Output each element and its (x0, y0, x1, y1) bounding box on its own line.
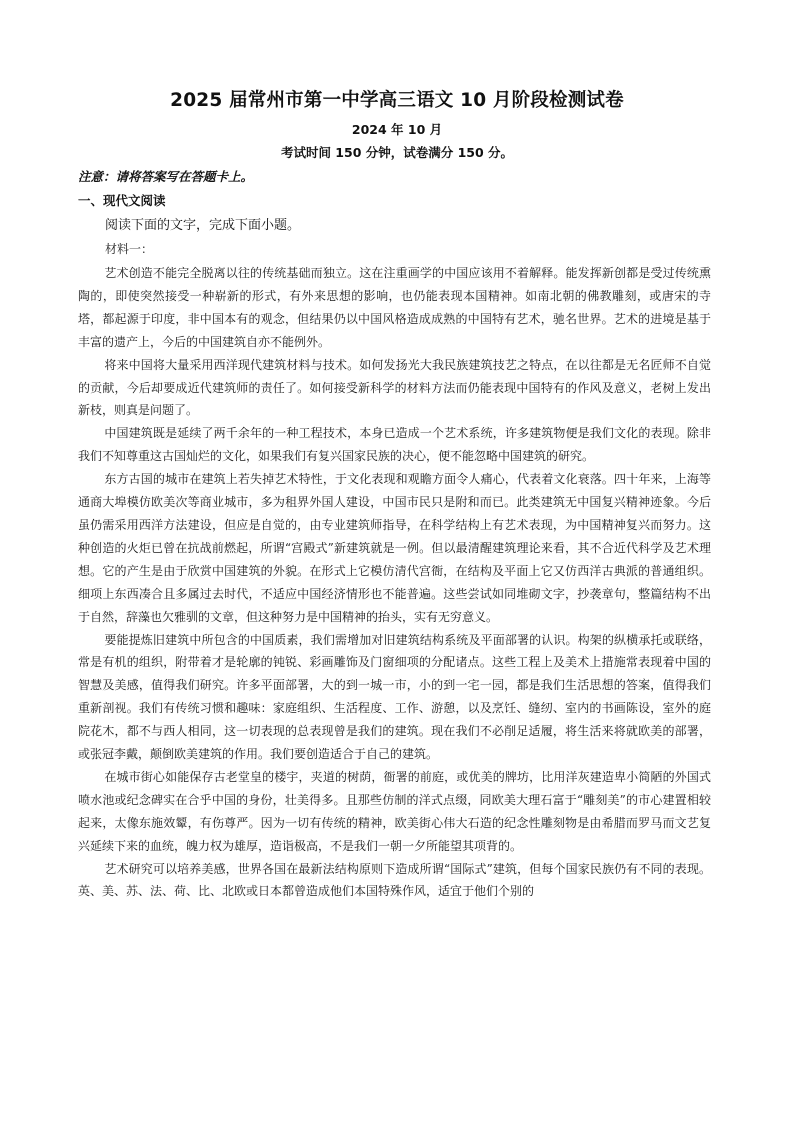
material-label: 材料一： (105, 242, 154, 256)
passage-paragraph: 中国建筑既是延续了两千余年的一种工程技术，本身已造成一个艺术系统，许多建筑物便是我们文化的表现。除非我们不知尊重这古国灿烂的文化，如果我们有复兴国家民族的决心，便不能忽略中国建筑的研究。 (78, 426, 711, 464)
section-heading: 一、现代文阅读 (78, 193, 166, 208)
exam-duration-info: 考试时间 150 分钟，试卷满分 150 分。 (280, 145, 514, 160)
passage-paragraph: 在城市街心如能保存古老堂皇的楼宇，夹道的树荫，衙署的前庭，或优美的牌坊，比用洋灰建造卑小简陋的外国式喷水池或纪念碑实在合乎中国的身份，壮美得多。且那些仿制的洋式点缀，同欧美大理石富于“雕刻美”的市心建置相较起来，太像东施效颦，有伤尊严。因为一切有传统的精神，欧美街心伟大石造的纪念性雕刻物是由希腊而罗马而文艺复兴延续下来的血统，魄力权为雄厚，造诣极高，不是我们一朝一夕所能望其项背的。 (78, 769, 711, 853)
exam-title: 2025 届常州市第一中学高三语文 10 月阶段检测试卷 (170, 90, 624, 111)
reading-instruction: 阅读下面的文字，完成下面小题。 (105, 218, 301, 233)
exam-date: 2024 年 10 月 (351, 122, 443, 137)
passage-paragraph: 艺术研究可以培养美感，世界各国在最新法结构原则下造成所谓“国际式”建筑，但每个国家民族仍有不同的表现。英、美、苏、法、荷、比、北欧或日本都曾造成他们本国特殊作风，适宜于他们个别的 (78, 861, 711, 899)
passage-paragraph: 东方古国的城市在建筑上若失掉艺术特性，于文化表现和观瞻方面令人痛心，代表着文化衰落。四十年来，上海等通商大埠模仿欧美次等商业城市，多为租界外国人建设，中国市民只是附和而已。此类建筑无中国复兴精神迹象。今后虽仍需采用西洋方法建设，但应是自觉的，由专业建筑师指导，在科学结构上有艺术表现，为中国精神复兴而努力。这种创造的火炬已曾在抗战前燃起，所谓“宫殿式”新建筑就是一例。但以最清醒建筑理论来看，其不合近代科学及艺术理想。它的产生是由于欣赏中国建筑的外貌。在形式上它模仿清代宫衙，在结构及平面上它又仿西洋古典派的普通组织。细项上东西凑合且多属过去时代，不适应中国经济情形也不能普遍。这些尝试如同堆砌文字，抄袭章句，整篇结构不出于自然，辞藻也欠雅驯的文章，但这种努力是中国精神的抬头，实有无穷意义。 (78, 472, 711, 624)
passage-paragraph: 艺术创造不能完全脱离以往的传统基础而独立。这在注重画学的中国应该用不着解释。能发挥新创都是受过传统熏陶的，即使突然接受一种崭新的形式，有外来思想的影响，也仍能表现本国精神。如南北朝的佛教雕刻，或唐宋的寺塔，都起源于印度，非中国本有的观念，但结果仍以中国风格造成成熟的中国特有艺术，驰名世界。艺术的进境是基于丰富的遗产上，今后的中国建筑自亦不能例外。 (78, 266, 711, 349)
reading-passage (78, 262, 711, 903)
passage-paragraph: 要能提炼旧建筑中所包含的中国质素，我们需增加对旧建筑结构系统及平面部署的认识。构架的纵横承托或联络，常是有机的组织，附带着才是轮廓的钝锐、彩画雕饰及门窗细项的分配诸点。这些工程上及美术上措施常表现着中国的智慧及美感，值得我们研究。许多平面部署，大的到一城一市，小的到一宅一园，都是我们生活思想的答案，值得我们重新剖视。我们有传统习惯和趣味：家庭组织、生活程度、工作、游憩，以及烹饪、缝纫、室内的书画陈设，室外的庭院花木，都不与西人相同，这一切表现的总表现曾是我们的建筑。现在我们不必削足适履，将生活来将就欧美的部署，或张冠李戴，颠倒欧美建筑的作用。我们要创造适合于自己的建筑。 (78, 632, 711, 762)
answer-notice: 注意：请将答案写在答题卡上。 (78, 169, 254, 184)
passage-paragraph: 将来中国将大量采用西洋现代建筑材料与技术。如何发扬光大我民族建筑技艺之特点，在以往都是无名匠师不自觉的贡献，今后却要成近代建筑师的责任了。如何接受新科学的材料方法而仍能表现中国特有的作风及意义，老树上发出新枝，则真是问题了。 (78, 357, 711, 418)
